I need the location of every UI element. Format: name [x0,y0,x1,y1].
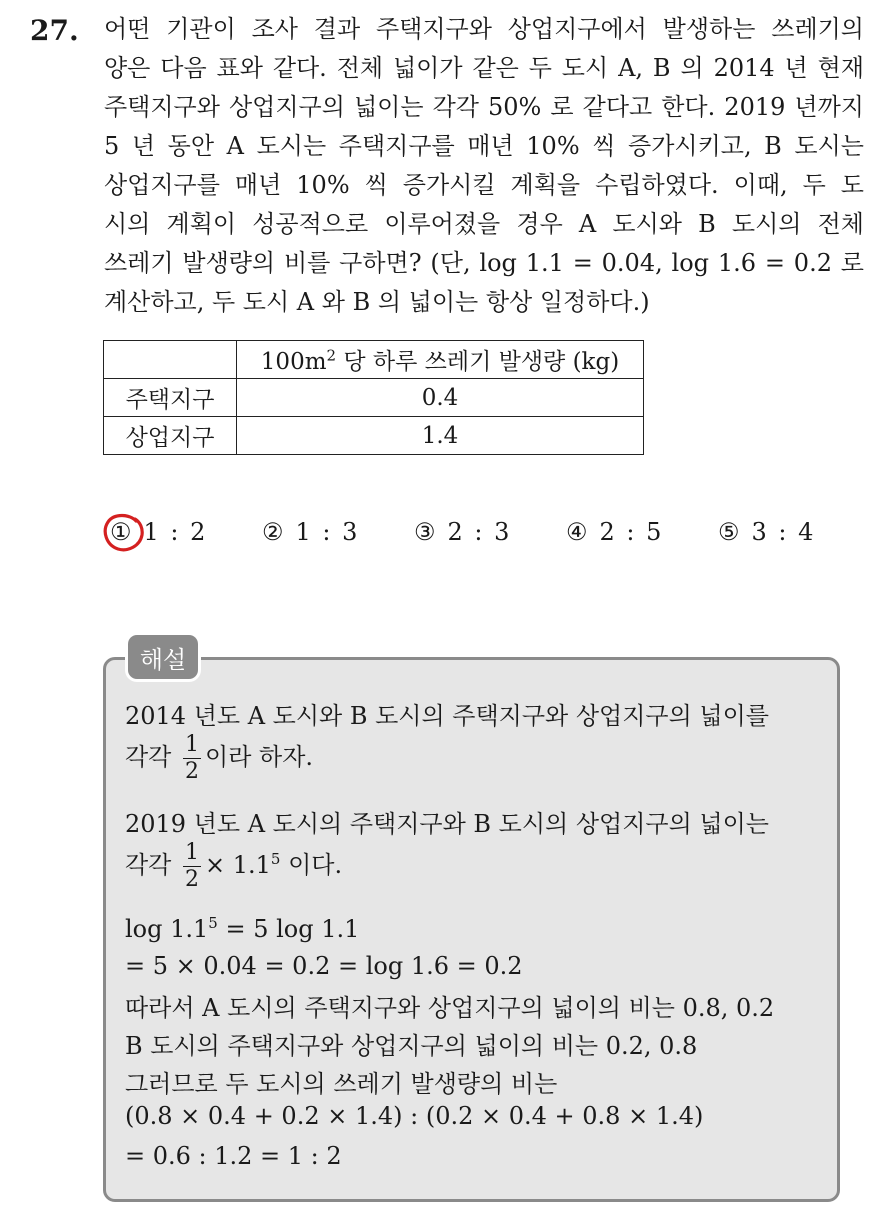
exponent: 5 [208,914,218,932]
choice-number: ⑤ [718,518,740,546]
solution-line: 따라서 A 도시의 주택지구와 상업지구의 넓이의 비는 0.8, 0.2 [125,994,775,1022]
solution-text-part: 각각 [125,743,172,771]
fraction-denominator: 2 [185,759,200,784]
row-label: 주택지구 [104,379,237,417]
choice-4[interactable] [566,518,663,546]
question-line: 어떤 기관이 조사 결과 주택지구와 상업지구에서 발생하는 쓰레기의 [104,15,864,43]
choice-answer: 2 : 3 [447,518,512,546]
solution-line [125,842,342,891]
question-line: 계산하고, 두 도시 A 와 B 의 넓이는 항상 일정하다.) [104,288,650,316]
solution-line: B 도시의 주택지구와 상업지구의 넓이의 비는 0.2, 0.8 [125,1032,698,1060]
solution-line: 그러므로 두 도시의 쓰레기 발생량의 비는 [125,1070,558,1098]
solution-line: (0.8 × 0.4 + 0.2 × 1.4) : (0.2 × 0.4 + 0.8 × 1.4) [125,1102,704,1130]
header-text: 당 하루 쓰레기 발생량 (kg) [336,349,620,375]
solution-tab: 해설 [128,635,198,679]
table-row [104,417,644,455]
solution-line [125,734,313,783]
choice-5[interactable] [718,518,815,546]
solution-text-part: 이라 하자. [205,743,314,771]
choice-3[interactable] [414,518,511,546]
exponent: 5 [270,850,281,868]
choice-number: ① [110,518,132,546]
answer-choices [110,518,830,558]
question-text [104,10,864,322]
table-header-cell [237,341,644,379]
choice-answer: 3 : 4 [751,518,816,546]
solution-line [125,914,359,943]
table-row [104,379,644,417]
solution-text-part: × 1.1 [205,851,271,879]
header-unit: 100m [260,349,327,375]
solution-line: 2019 년도 A 도시의 주택지구와 B 도시의 상업지구의 넓이는 [125,810,769,838]
question-line: 주택지구와 상업지구의 넓이는 각각 50% 로 같다고 한다. 2019 년까지 [104,93,864,121]
question-number: 27. [30,14,79,47]
choice-1[interactable] [110,518,207,546]
solution-text-part: log 1.1 [125,915,209,943]
row-value: 0.4 [237,379,644,417]
solution-line: 2014 년도 A 도시와 B 도시의 주택지구와 상업지구의 넓이를 [125,702,769,730]
fraction-numerator: 1 [185,732,200,757]
solution-line: = 5 × 0.04 = 0.2 = log 1.6 = 0.2 [125,952,523,980]
row-value: 1.4 [237,417,644,455]
question-line: 양은 다음 표와 같다. 전체 넓이가 같은 두 도시 A, B 의 2014 년 현재 [104,54,864,82]
question-line: 상업지구를 매년 10% 씩 증가시킬 계획을 수립하였다. 이때, 두 도 [104,171,864,199]
choice-2[interactable] [262,518,359,546]
choice-answer: 1 : 2 [143,518,208,546]
fraction [183,734,201,783]
choice-number: ④ [566,518,588,546]
fraction [183,842,201,891]
choice-answer: 2 : 5 [599,518,664,546]
choice-number: ② [262,518,284,546]
fraction-numerator: 1 [185,840,200,865]
question-line: 5 년 동안 A 도시는 주택지구를 매년 10% 씩 증가시키고, B 도시는 [104,132,864,160]
row-label: 상업지구 [104,417,237,455]
solution-line: = 0.6 : 1.2 = 1 : 2 [125,1142,342,1170]
solution-text-part: = 5 log 1.1 [217,915,360,943]
solution-text-part: 이다. [280,851,343,879]
header-unit-sup: 2 [326,346,337,365]
table-header-row [104,341,644,379]
question-line: 쓰레기 발생량의 비를 구하면? (단, log 1.1 = 0.04, log 1.6 = 0.2 로 [104,249,864,277]
question-line: 시의 계획이 성공적으로 이루어졌을 경우 A 도시와 B 도시의 전체 [104,210,864,238]
fraction-denominator: 2 [185,867,200,892]
choice-answer: 1 : 3 [295,518,360,546]
table-corner-cell [104,341,237,379]
choice-number: ③ [414,518,436,546]
solution-text-part: 각각 [125,851,172,879]
waste-table [103,340,644,455]
